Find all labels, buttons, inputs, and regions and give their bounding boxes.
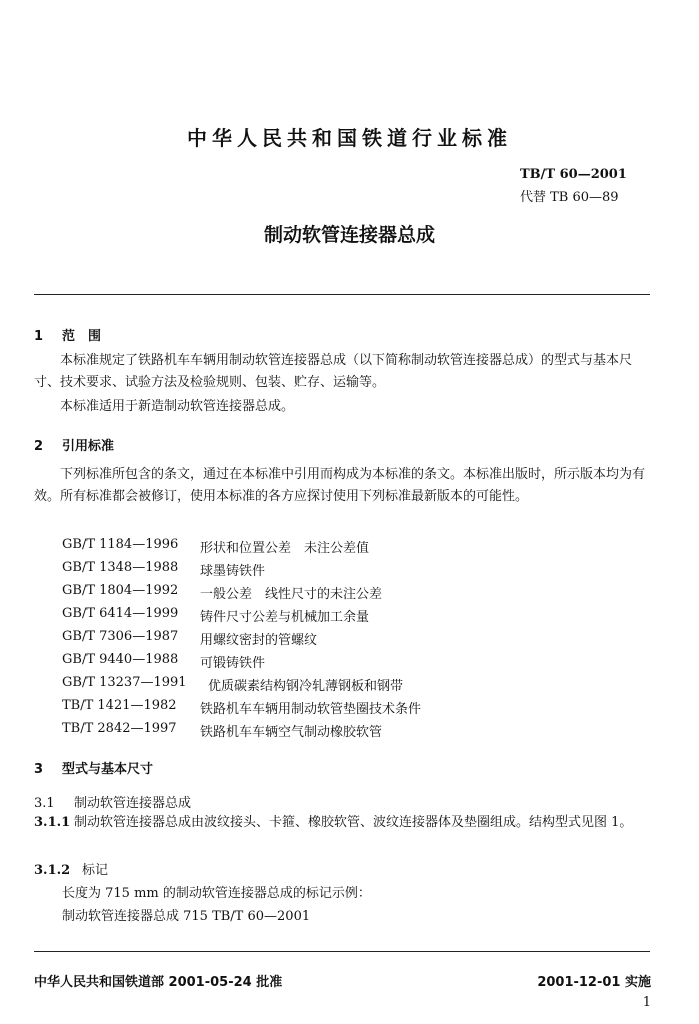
section-3-1-number: 3.1 [34, 796, 55, 811]
reference-code: TB/T 2842—1997 [62, 721, 177, 736]
page-number: 1 [642, 995, 651, 1010]
standard-code: TB/T 60—2001 [520, 167, 627, 182]
section-3-heading [34, 758, 153, 777]
replaces-code: 代替 TB 60—89 [520, 190, 619, 205]
reference-title: 铁路机车车辆空气制动橡胶软管 [200, 725, 383, 740]
reference-code: GB/T 1184—1996 [62, 537, 179, 552]
section-3-1-2-heading [34, 859, 108, 878]
section-1-heading [34, 325, 101, 344]
section-2-number: 2 [34, 439, 44, 454]
standard-category-title: 中华人民共和国铁道行业标准 [187, 126, 512, 150]
reference-title: 用螺纹密封的管螺纹 [200, 633, 318, 648]
reference-code: GB/T 9440—1988 [62, 652, 179, 667]
section-3-1-2-title: 标记 [82, 863, 109, 878]
section-3-1-1-paragraph [34, 812, 650, 834]
reference-title: 球墨铸铁件 [200, 564, 266, 579]
reference-title: 一般公差 线性尺寸的未注公差 [200, 587, 383, 602]
reference-title: 铸件尺寸公差与机械加工余量 [200, 610, 370, 625]
section-2-heading [34, 435, 114, 454]
reference-code: GB/T 13237—1991 [62, 675, 187, 690]
section-3-1-1-number: 3.1.1 [34, 815, 71, 830]
section-3-number: 3 [34, 762, 44, 777]
reference-code: GB/T 6414—1999 [62, 606, 179, 621]
section-3-1-1-text: 制动软管连接器总成由波纹接头、卡箍、橡胶软管、波纹连接器体及垫圈组成。结构型式见图 1。 [74, 815, 633, 830]
section-3-title: 型式与基本尺寸 [62, 762, 154, 777]
reference-code: TB/T 1421—1982 [62, 698, 177, 713]
reference-title: 形状和位置公差 未注公差值 [200, 541, 370, 556]
section-3-1-title: 制动软管连接器总成 [74, 796, 192, 811]
reference-title: 铁路机车车辆用制动软管垫圈技术条件 [200, 702, 422, 717]
section-1-paragraph-1: 本标准规定了铁路机车车辆用制动软管连接器总成（以下简称制动软管连接器总成）的型式与基本尺寸、技术要求、试验方法及检验规则、包装、贮存、运输等。 [34, 353, 633, 390]
header-divider [34, 294, 650, 295]
section-2-title: 引用标准 [62, 439, 115, 454]
reference-code: GB/T 1804—1992 [62, 583, 179, 598]
reference-code: GB/T 7306—1987 [62, 629, 179, 644]
reference-title: 可锻铸铁件 [200, 656, 266, 671]
marking-example: 制动软管连接器总成 715 TB/T 60—2001 [62, 909, 311, 924]
section-3-1-heading [34, 792, 191, 811]
section-1-paragraph-2: 本标准适用于新造制动软管连接器总成。 [60, 399, 295, 414]
marking-example-intro: 长度为 715 mm 的制动软管连接器总成的标记示例： [62, 886, 371, 901]
section-1-title: 范 围 [62, 329, 102, 344]
reference-code: GB/T 1348—1988 [62, 560, 179, 575]
section-2-paragraph-1: 下列标准所包含的条文，通过在本标准中引用而构成为本标准的条文。本标准出版时，所示版本均为有效。所有标准都会被修订，使用本标准的各方应探讨使用下列标准最新版本的可能性。 [34, 467, 646, 504]
effective-date: 2001-12-01 实施 [537, 975, 651, 990]
document-title: 制动软管连接器总成 [263, 224, 435, 246]
approval-statement: 中华人民共和国铁道部 2001-05-24 批准 [34, 975, 283, 990]
section-1-number: 1 [34, 329, 44, 344]
section-3-1-2-number: 3.1.2 [34, 863, 71, 878]
reference-title: 优质碳素结构钢冷轧薄钢板和钢带 [208, 679, 404, 694]
footer-divider [34, 951, 650, 952]
